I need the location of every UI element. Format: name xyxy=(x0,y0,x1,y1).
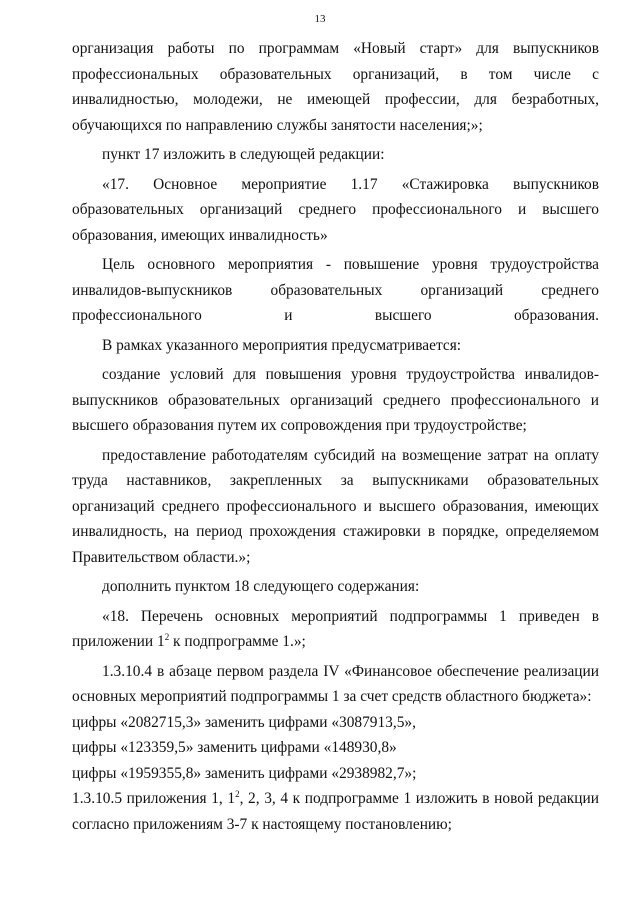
p-1-3-10-5-superscript: 2 xyxy=(235,789,240,799)
paragraph-1-3-10-5 xyxy=(72,786,599,837)
paragraph-conditions: создание условий для повышения уровня трудоустройства инвалидов-выпускников образовательных организаций среднего профессионального и высшего образования путем их сопровождения при трудоустройстве; xyxy=(72,366,599,434)
point-18-superscript: 2 xyxy=(164,632,170,642)
replacement-line-3: цифры «1959355,8» заменить цифрами «2938982,7»; xyxy=(72,764,417,782)
paragraph-point-17-intro: пункт 17 изложить в следующей редакции: xyxy=(102,146,385,163)
page-number: 13 xyxy=(314,13,326,25)
paragraph-new-start: организация работы по программам «Новый старт» для выпускников профессиональных образовательных организаций, в том числе с инвалидностью, молодежи, не имеющей профессии, для безработных, обучающихся по направлению службы занятости населения;»; xyxy=(72,40,599,134)
paragraph-framework: В рамках указанного мероприятия предусматривается: xyxy=(102,336,462,354)
paragraph-add-point-18: дополнить пунктом 18 следующего содержания: xyxy=(102,578,420,595)
replacement-line-2: цифры «123359,5» заменить цифрами «148930,8» xyxy=(72,739,397,756)
paragraph-goal: Цель основного мероприятия - повышение уровня трудоустройства инвалидов-выпускников образовательных организаций среднего профессионального и высшего образования. xyxy=(72,256,599,324)
paragraph-subsidies: предоставление работодателям субсидий на возмещение затрат на оплату труда наставников, закрепленных за выпускниками образовательных организаций среднего профессионального и высшего образования, имеющих инвалидность, на период прохождения стажировки в порядке, определяемом Правительством области.»; xyxy=(72,446,599,566)
replacement-line-1: цифры «2082715,3» заменить цифрами «3087913,5», xyxy=(72,713,416,731)
p-1-3-10-5-text: 1.3.10.5 приложения 1, 1 xyxy=(72,790,236,807)
paragraph-point-18 xyxy=(72,604,599,655)
point-18-text-end: к подпрограмме 1.»; xyxy=(169,633,306,650)
point-18-text: «18. Перечень основных мероприятий подпрограммы 1 приведен в приложении 1 xyxy=(72,607,599,650)
paragraph-point-17-title: «17. Основное мероприятие 1.17 «Стажировка выпускников образовательных организаций среднего профессионального и высшего образования, имеющих инвалидность» xyxy=(72,175,599,244)
document-body xyxy=(72,36,599,837)
paragraph-1-3-10-4: 1.3.10.4 в абзаце первом раздела IV «Финансовое обеспечение реализации основных мероприятий подпрограммы 1 за счет средств областного бюджета»: xyxy=(72,662,599,705)
p-1-3-10-5-text-end: , 2, 3, 4 к подпрограмме 1 изложить в новой редакции согласно приложениям 3-7 к настоящему постановлению; xyxy=(72,790,599,833)
